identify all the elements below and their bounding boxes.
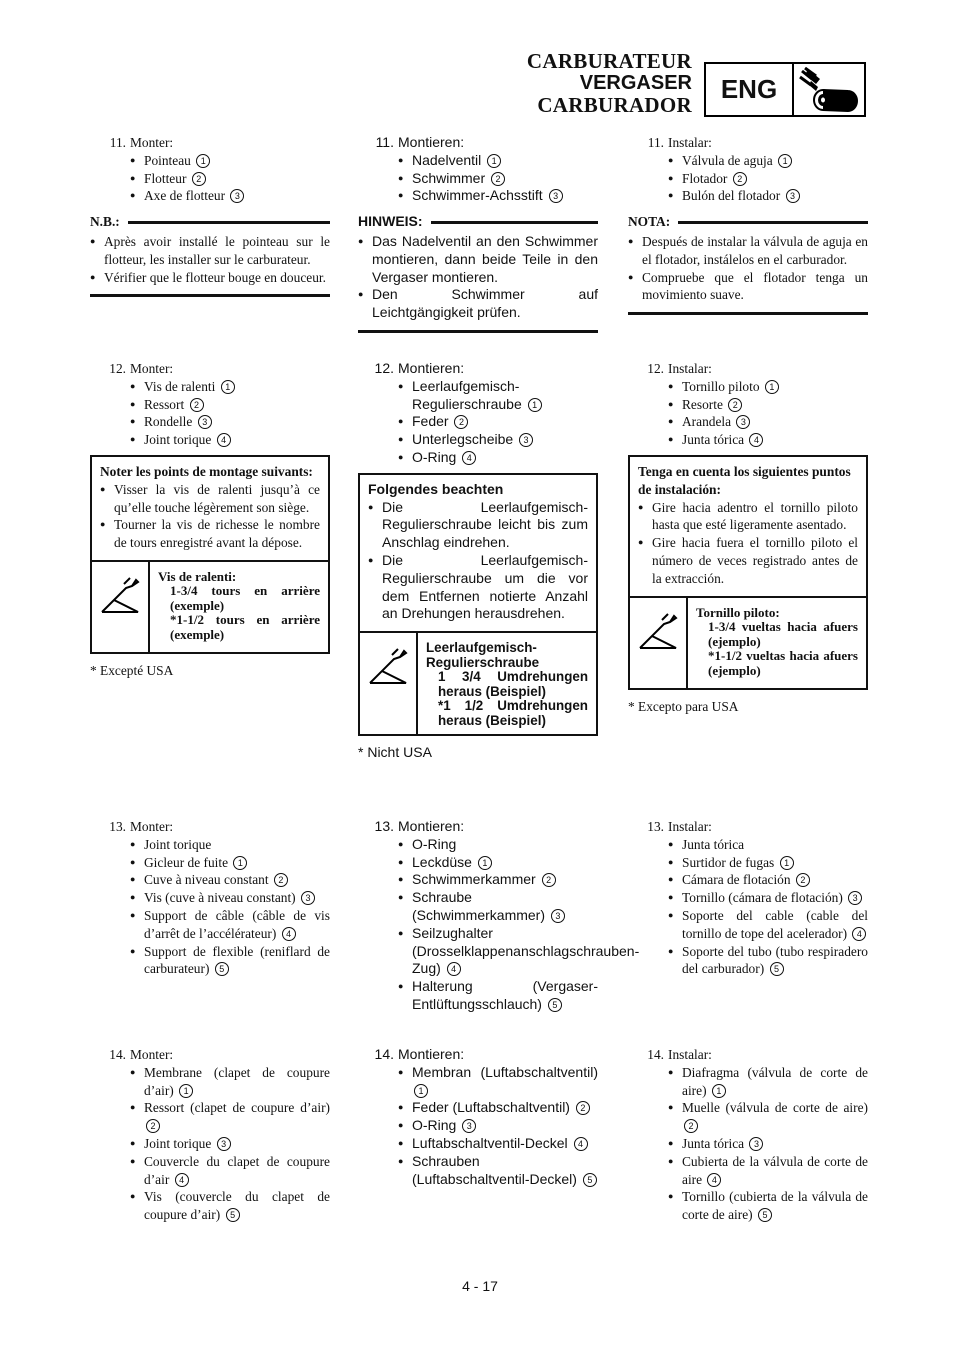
spec-value: 1-3/4 tours en arrière (exemple) bbox=[170, 583, 320, 613]
step-title: Montieren: bbox=[398, 818, 465, 834]
step-title: Monter: bbox=[130, 819, 174, 834]
note-item: ● Das Nadelventil an den Schwimmer montieren, dann beide Teile in den Vergaser montieren. bbox=[358, 233, 598, 286]
list-item: ● O-Ring bbox=[398, 836, 598, 854]
note-block bbox=[90, 213, 330, 297]
spec-title: Vis de ralenti: bbox=[158, 568, 237, 584]
wrench-icon bbox=[630, 598, 688, 688]
spec-value: *1-1/2 tours en arrière (exemple) bbox=[170, 612, 320, 642]
list-item: ● Joint torique bbox=[130, 836, 330, 854]
spec-value: 1-3/4 vueltas hacia afuers (ejemplo) bbox=[708, 619, 858, 649]
spec-text bbox=[688, 598, 866, 688]
list-item: ● Halterung (Vergaser-Entlüftungsschlauch) 5 bbox=[398, 978, 598, 1014]
list-item: ● Leckdüse 1 bbox=[398, 854, 598, 872]
note-label: NOTA: bbox=[628, 214, 671, 230]
col-de-step-11 bbox=[358, 134, 598, 333]
note-block bbox=[358, 213, 598, 333]
step-number: 13. bbox=[109, 819, 126, 834]
page-number: 4 - 17 bbox=[462, 1278, 498, 1294]
box-item: ● Gire hacia fuera el tornillo piloto el número de veces registrado antes de la extracción. bbox=[638, 534, 858, 587]
list-item: ● Joint torique 3 bbox=[130, 1135, 330, 1153]
box-item: ● Die Leerlaufgemisch-Regulierschraube um die vor dem Entfernen notierte Anzahl an Drehungen herausdrehen. bbox=[368, 552, 588, 623]
step-number: 12. bbox=[647, 361, 664, 376]
col-fr-step-12 bbox=[90, 360, 330, 680]
step-number: 11. bbox=[647, 135, 664, 150]
list-item: ● Soporte del cable (cable del tornillo de tope del acelerador) 4 bbox=[668, 907, 868, 943]
step-title: Instalar: bbox=[668, 1047, 712, 1062]
note-item: ● Vérifier que le flotteur bouge en douceur. bbox=[90, 269, 330, 287]
list-item: ● Schwimmer-Achsstift 3 bbox=[398, 187, 598, 205]
parts-list bbox=[358, 152, 598, 205]
parts-list bbox=[358, 378, 598, 467]
step-number: 13. bbox=[647, 819, 664, 834]
list-item: ● Schwimmer 2 bbox=[398, 170, 598, 188]
list-item: ● Feder (Luftabschaltventil) 2 bbox=[398, 1099, 598, 1117]
note-item: ● Después de instalar la válvula de aguja en el flotador, instálelos en el carburador. bbox=[628, 233, 868, 269]
title-de: VERGASER bbox=[579, 72, 692, 94]
installation-box bbox=[628, 455, 868, 690]
list-item: ● Diafragma (válvula de corte de aire) 1 bbox=[668, 1064, 868, 1100]
list-item: ● Flotteur 2 bbox=[130, 170, 330, 188]
col-es-step-13 bbox=[628, 818, 868, 978]
list-item: ● Junta tórica 4 bbox=[668, 431, 868, 449]
list-item: ● O-Ring 4 bbox=[398, 449, 598, 467]
list-item: ● Válvula de aguja 1 bbox=[668, 152, 868, 170]
step-title: Montieren: bbox=[398, 1046, 465, 1062]
list-item: ● Ressort 2 bbox=[130, 396, 330, 414]
list-item: ● Junta tórica 3 bbox=[668, 1135, 868, 1153]
list-item: ● Vis de ralenti 1 bbox=[130, 378, 330, 396]
list-item: ● Unterlegscheibe 3 bbox=[398, 431, 598, 449]
list-item: ● Muelle (válvula de corte de aire) 2 bbox=[668, 1099, 868, 1135]
col-de-step-13 bbox=[358, 818, 640, 1014]
spec-value: *1-1/2 vueltas hacia afuers (ejemplo) bbox=[708, 648, 858, 678]
step-number: 14. bbox=[647, 1047, 664, 1062]
note-label: HINWEIS: bbox=[358, 213, 423, 230]
box-title: Tenga en cuenta los siguientes puntos de instalación: bbox=[638, 463, 851, 497]
parts-list bbox=[628, 152, 868, 205]
list-item: ● Gicleur de fuite 1 bbox=[130, 854, 330, 872]
list-item: ● Pointeau 1 bbox=[130, 152, 330, 170]
list-item: ● Vis (couvercle du clapet de coupure d’air) 5 bbox=[130, 1188, 330, 1224]
badge-label: ENG bbox=[706, 64, 794, 115]
list-item: ● Joint torique 4 bbox=[130, 431, 330, 449]
step-number: 12. bbox=[109, 361, 126, 376]
list-item: ● Axe de flotteur 3 bbox=[130, 187, 330, 205]
col-de-step-14 bbox=[358, 1046, 598, 1188]
parts-list bbox=[358, 835, 640, 1014]
wrench-icon bbox=[92, 562, 150, 652]
list-item: ● Seilzughalter (Drosselklappenanschlagschrauben-Zug) 4 bbox=[398, 925, 598, 978]
spec-text bbox=[150, 562, 328, 652]
col-fr-step-13 bbox=[90, 818, 330, 978]
col-fr-step-11 bbox=[90, 134, 330, 297]
parts-list bbox=[90, 152, 330, 205]
list-item: ● Cuve à niveau constant 2 bbox=[130, 871, 330, 889]
box-item: ● Gire hacia adentro el tornillo piloto hasta que esté ligeramente asentado. bbox=[638, 499, 858, 535]
parts-list bbox=[90, 378, 330, 449]
list-item: ● O-Ring 3 bbox=[398, 1117, 598, 1135]
list-item: ● Membrane (clapet de coupure d’air) 1 bbox=[130, 1064, 330, 1100]
list-item: ● Vis (cuve à niveau constant) 3 bbox=[130, 889, 330, 907]
list-item: ● Schraube (Schwimmerkammer) 3 bbox=[398, 889, 598, 925]
col-es-step-14 bbox=[628, 1046, 868, 1224]
list-item: ● Nadelventil 1 bbox=[398, 152, 598, 170]
list-item: ● Cámara de flotación 2 bbox=[668, 871, 868, 889]
list-item: ● Flotador 2 bbox=[668, 170, 868, 188]
installation-box bbox=[358, 473, 598, 736]
box-title: Noter les points de montage suivants: bbox=[100, 463, 313, 479]
list-item: ● Tornillo (cámara de flotación) 3 bbox=[668, 889, 868, 907]
step-title: Monter: bbox=[130, 1047, 174, 1062]
list-item: ● Rondelle 3 bbox=[130, 413, 330, 431]
parts-list bbox=[358, 1064, 598, 1189]
list-item: ● Leerlaufgemisch-Regulierschraube 1 bbox=[398, 378, 598, 414]
list-item: ● Soporte del tubo (tubo respiradero del carburador) 5 bbox=[668, 943, 868, 979]
footnote: * Nicht USA bbox=[358, 744, 432, 761]
parts-list bbox=[628, 378, 868, 449]
list-item: ● Tornillo (cubierta de la válvula de corte de aire) 5 bbox=[668, 1188, 868, 1224]
list-item: ● Surtidor de fugas 1 bbox=[668, 854, 868, 872]
list-item: ● Support de câble (câble de vis d’arrêt de l’accélérateur) 4 bbox=[130, 907, 330, 943]
step-title: Monter: bbox=[130, 135, 174, 150]
step-number: 12. bbox=[374, 360, 394, 376]
title-fr: CARBURATEUR bbox=[526, 49, 692, 73]
col-es-step-12 bbox=[628, 360, 868, 715]
list-item: ● Membran (Luftabschaltventil) 1 bbox=[398, 1064, 598, 1100]
note-label: N.B.: bbox=[90, 214, 120, 230]
step-title: Instalar: bbox=[668, 135, 712, 150]
list-item: ● Support de flexible (reniflard de carburateur) 5 bbox=[130, 943, 330, 979]
footnote: * Excepté USA bbox=[90, 662, 174, 678]
box-item: ● Visser la vis de ralenti jusqu’à ce qu’elle touche légèrement son siège. bbox=[100, 481, 320, 517]
col-es-step-11 bbox=[628, 134, 868, 315]
wrench-icon bbox=[360, 633, 418, 734]
section-badge bbox=[704, 62, 866, 117]
parts-list bbox=[90, 1064, 330, 1224]
spec-text bbox=[418, 633, 596, 734]
list-item: ● Schrauben (Luftabschaltventil-Deckel) 5 bbox=[398, 1153, 598, 1189]
note-item: ● Après avoir installé le pointeau sur le flotteur, les installer sur le carburateur. bbox=[90, 233, 330, 269]
col-fr-step-14 bbox=[90, 1046, 330, 1224]
list-item: ● Resorte 2 bbox=[668, 396, 868, 414]
spec-value: 1 3/4 Umdrehungen heraus (Beispiel) bbox=[438, 669, 588, 699]
list-item: ● Ressort (clapet de coupure d’air) 2 bbox=[130, 1099, 330, 1135]
list-item: ● Arandela 3 bbox=[668, 413, 868, 431]
step-number: 11. bbox=[109, 135, 126, 150]
step-number: 11. bbox=[375, 134, 394, 150]
spec-title: Leerlaufgemisch-Regulierschraube bbox=[426, 640, 540, 670]
list-item: ● Junta tórica bbox=[668, 836, 868, 854]
list-item: ● Tornillo piloto 1 bbox=[668, 378, 868, 396]
step-number: 14. bbox=[109, 1047, 126, 1062]
list-item: ● Feder 2 bbox=[398, 413, 598, 431]
step-title: Montieren: bbox=[398, 360, 465, 376]
list-item: ● Cubierta de la válvula de corte de aire 4 bbox=[668, 1153, 868, 1189]
step-number: 13. bbox=[374, 818, 394, 834]
step-title: Instalar: bbox=[668, 819, 712, 834]
spec-value: *1 1/2 Umdrehungen heraus (Beispiel) bbox=[438, 698, 588, 728]
box-title: Folgendes beachten bbox=[368, 480, 504, 497]
installation-box bbox=[90, 455, 330, 654]
list-item: ● Schwimmerkammer 2 bbox=[398, 871, 598, 889]
note-item: ● Compruebe que el flotador tenga un movimiento suave. bbox=[628, 269, 868, 305]
list-item: ● Couvercle du clapet de coupure d’air 4 bbox=[130, 1153, 330, 1189]
title-es: CARBURADOR bbox=[537, 93, 692, 117]
spec-title: Tornillo piloto: bbox=[696, 604, 780, 620]
parts-list bbox=[90, 836, 330, 978]
carburetor-tool-icon bbox=[794, 64, 864, 115]
parts-list bbox=[628, 836, 868, 978]
col-de-step-12 bbox=[358, 360, 598, 762]
note-block bbox=[628, 213, 868, 315]
parts-list bbox=[628, 1064, 868, 1224]
step-title: Monter: bbox=[130, 361, 174, 376]
list-item: ● Bulón del flotador 3 bbox=[668, 187, 868, 205]
step-number: 14. bbox=[374, 1046, 394, 1062]
step-title: Montieren: bbox=[398, 134, 465, 150]
note-item: ● Den Schwimmer auf Leichtgängigkeit prüfen. bbox=[358, 286, 598, 322]
box-item: ● Die Leerlaufgemisch-Regulierschraube leicht bis zum Anschlag eindrehen. bbox=[368, 499, 588, 552]
section-title bbox=[527, 50, 692, 116]
list-item: ● Luftabschaltventil-Deckel 4 bbox=[398, 1135, 598, 1153]
step-title: Instalar: bbox=[668, 361, 712, 376]
footnote: * Excepto para USA bbox=[628, 698, 739, 714]
box-item: ● Tourner la vis de richesse le nombre de tours enregistré avant la dépose. bbox=[100, 516, 320, 552]
